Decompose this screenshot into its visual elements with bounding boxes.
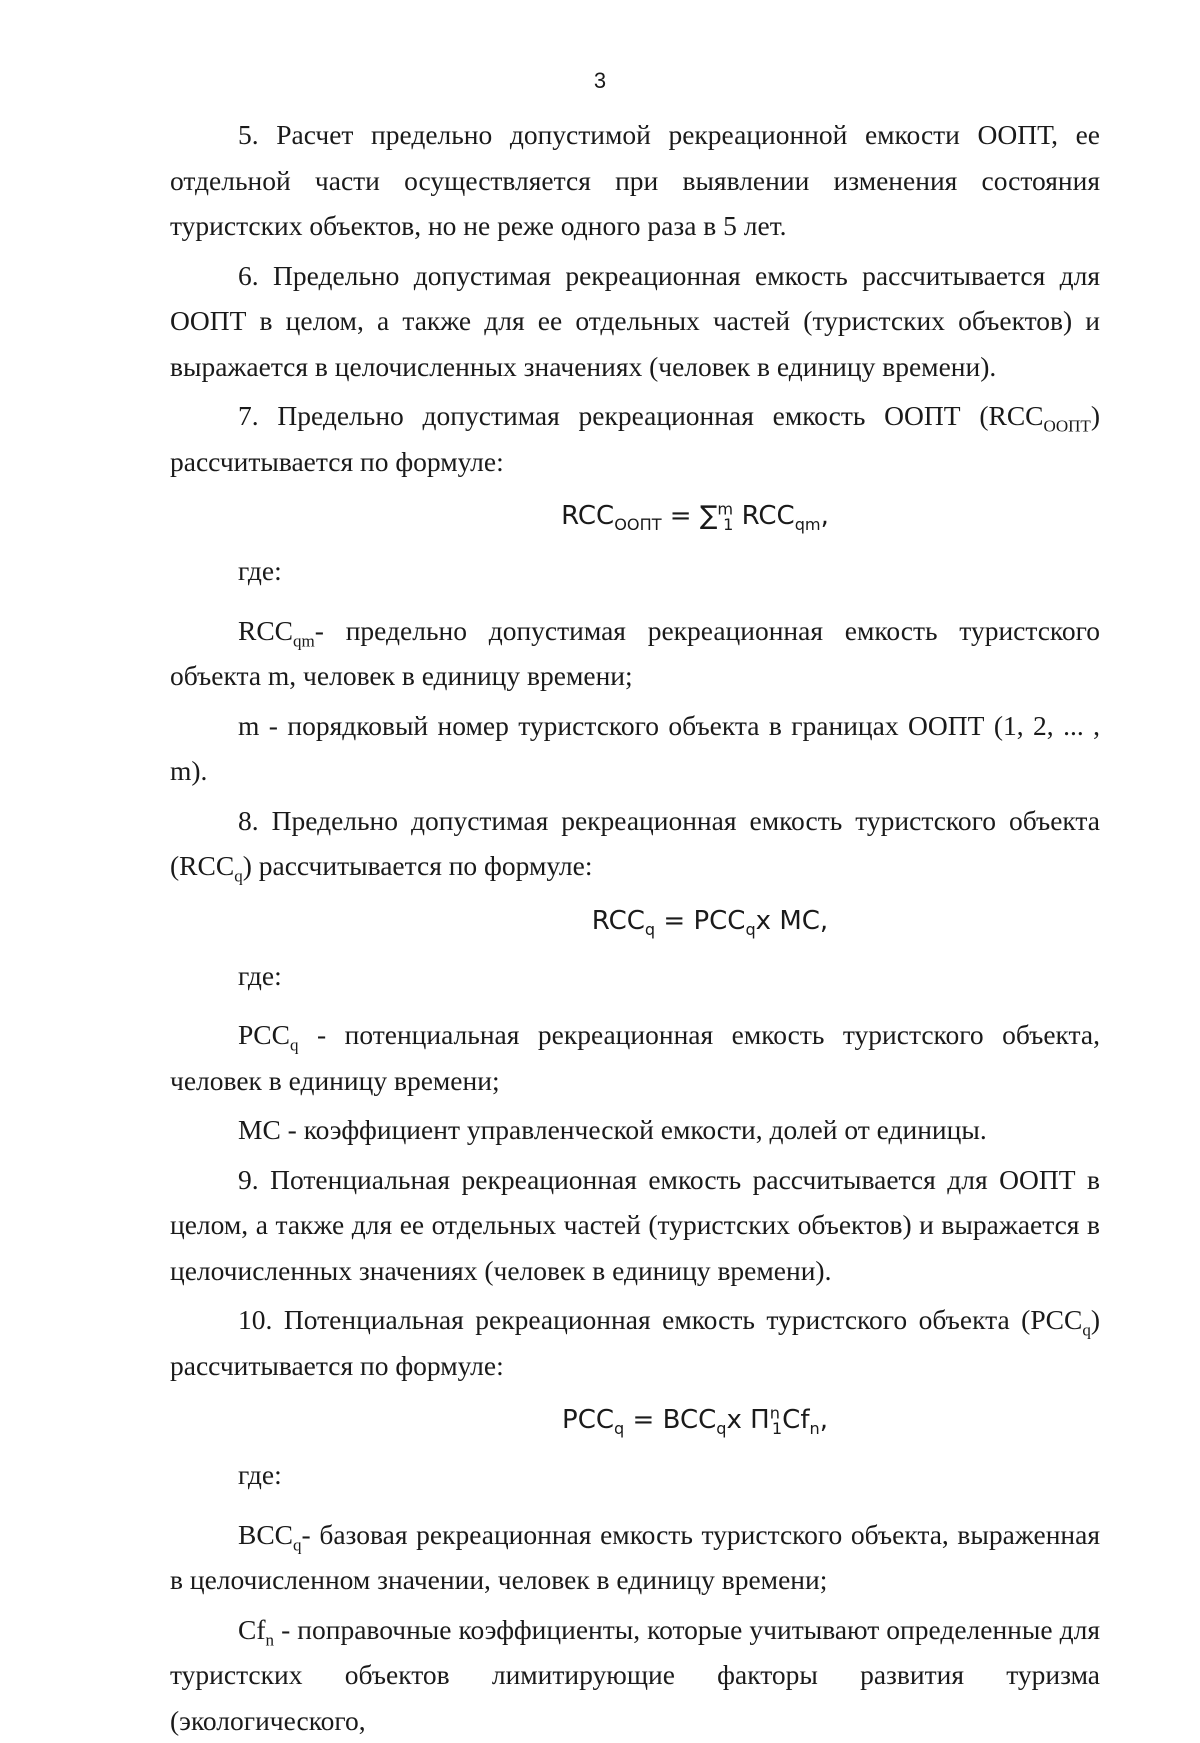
document-body bbox=[170, 112, 1100, 1743]
formula-rcc-q: $RCC_q = PCC_qx$ MC, bbox=[170, 889, 1100, 953]
paragraph-8: 8. Предельно допустимая рекреационная емкость туристского объекта $(RCC_q)$ рассчитывается по формуле: bbox=[170, 798, 1100, 889]
paragraph-6: 6. Предельно допустимая рекреационная емкость рассчитывается для ООПТ в целом, а также для ее отдельных частей (туристских объектов) и выражается в целочисленных значениях (человек в единицу времени). bbox=[170, 253, 1100, 390]
paragraph-7: 7. Предельно допустимая рекреационная емкость ООПТ $(RCC_{ООПТ})$ bbox=[170, 393, 1100, 439]
where-label-2: где: bbox=[170, 953, 1100, 999]
formula-pcc-q: $PCC_q = BCC_qx$ $\Pi^n_1Cf_n$, bbox=[170, 1388, 1100, 1452]
paragraph-10: 10. Потенциальная рекреационная емкость туристского объекта $(PCC_q)$ bbox=[170, 1297, 1100, 1343]
where-label-3: где: bbox=[170, 1452, 1100, 1498]
definition-bccq: $BCC_q-$ базовая рекреационная емкость туристского объекта, выраженная в целочисленном значении, человек в единицу времени; bbox=[170, 1512, 1100, 1603]
formula-rcc-oopt: $RCC_{ООПТ} = \sum^m_1$ $RCC_{qm}$, bbox=[170, 484, 1100, 548]
definition-m: m - порядковый номер туристского объекта в границах ООПТ (1, 2, ... , m). bbox=[170, 703, 1100, 794]
definition-mc: МС - коэффициент управленческой емкости, долей от единицы. bbox=[170, 1107, 1100, 1153]
paragraph-10-line2: рассчитывается по формуле: bbox=[170, 1343, 1100, 1389]
definition-rccqm: $RCC_{qm}-$ предельно допустимая рекреационная емкость туристского объекта m, человек в единицу времени; bbox=[170, 608, 1100, 699]
definition-cfn: $Cf_n$ - поправочные коэффициенты, которые учитывают определенные для туристских объектов лимитирующие факторы развития туризма (экологического, bbox=[170, 1607, 1100, 1743]
where-label-1: где: bbox=[170, 548, 1100, 594]
paragraph-7-line2: рассчитывается по формуле: bbox=[170, 439, 1100, 485]
paragraph-9: 9. Потенциальная рекреационная емкость рассчитывается для ООПТ в целом, а также для ее отдельных частей (туристских объектов) и выражается в целочисленных значениях (человек в единицу времени). bbox=[170, 1157, 1100, 1294]
paragraph-5: 5. Расчет предельно допустимой рекреационной емкости ООПТ, ее отдельной части осуществляется при выявлении изменения состояния туристских объектов, но не реже одного раза в 5 лет. bbox=[170, 112, 1100, 249]
definition-pccq: $PCC_q$ - потенциальная рекреационная емкость туристского объекта, человек в единицу времени; bbox=[170, 1012, 1100, 1103]
page-number: 3 bbox=[0, 68, 1200, 94]
